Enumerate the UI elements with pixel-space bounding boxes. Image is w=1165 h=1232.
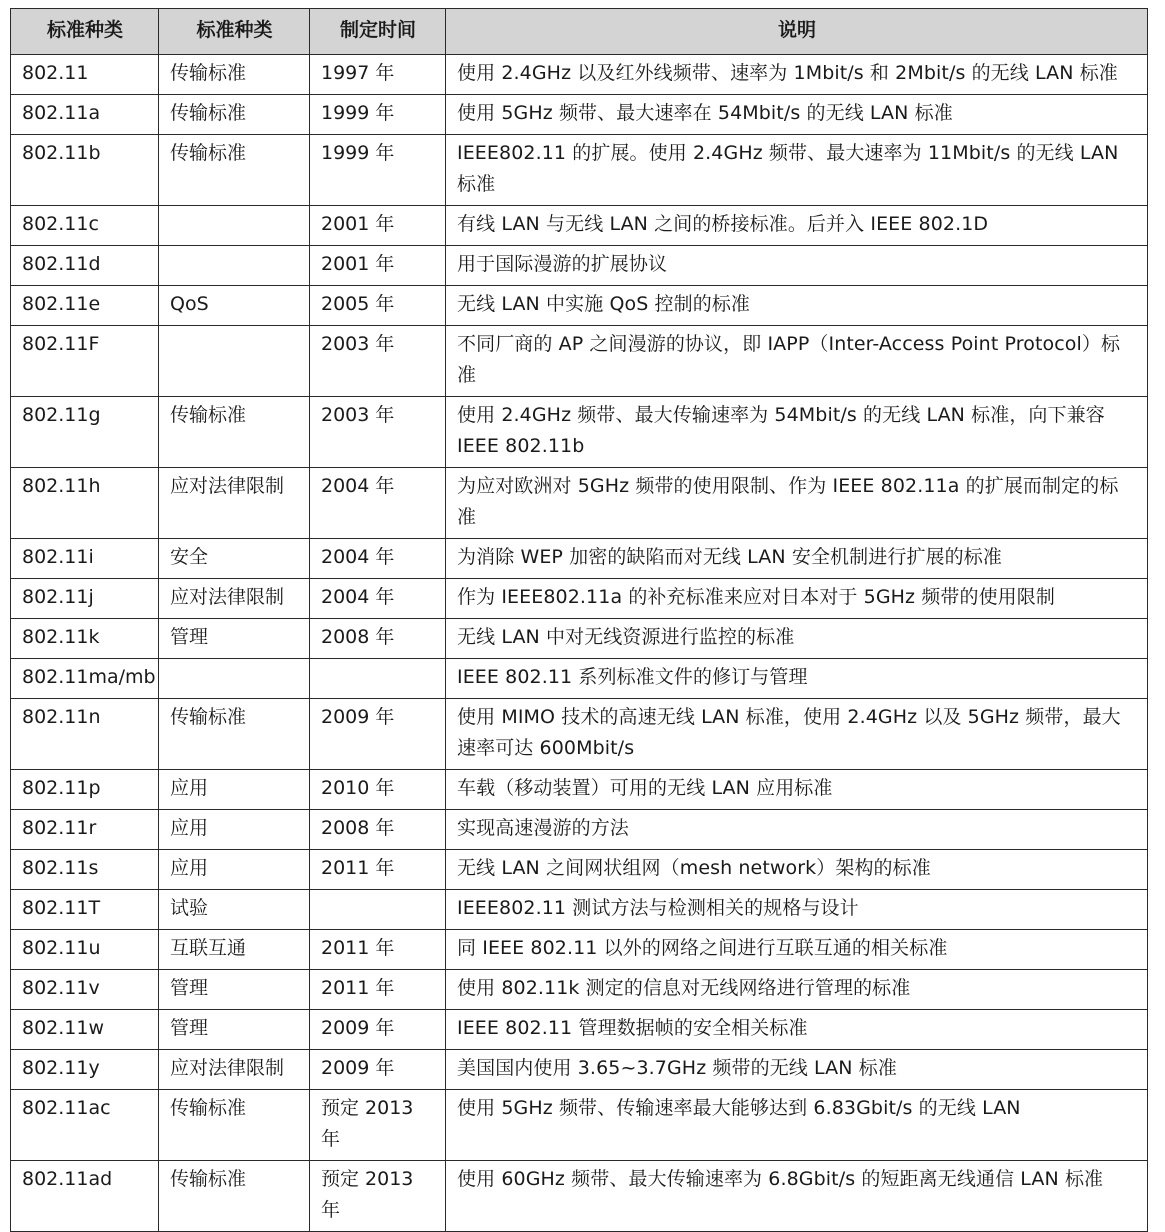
table-row: [11, 1050, 1148, 1090]
standard-name-cell: 802.11T: [11, 890, 159, 930]
table-row: [11, 970, 1148, 1010]
established-time-cell: 2004 年: [310, 579, 446, 619]
table-row: [11, 286, 1148, 326]
standard-type-cell: 管理: [159, 619, 310, 659]
table-row: [11, 770, 1148, 810]
header-description: 说明: [446, 9, 1148, 55]
description-cell: 实现高速漫游的方法: [446, 810, 1148, 850]
description-cell: 为应对欧洲对 5GHz 频带的使用限制、作为 IEEE 802.11a 的扩展而制定的标准: [446, 468, 1148, 539]
established-time-cell: 2003 年: [310, 326, 446, 397]
description-cell: 无线 LAN 中实施 QoS 控制的标准: [446, 286, 1148, 326]
established-time-cell: 2011 年: [310, 970, 446, 1010]
established-time-cell: 预定 2013 年: [310, 1090, 446, 1161]
table-row: [11, 95, 1148, 135]
header-standard-type: 标准种类: [159, 9, 310, 55]
standard-type-cell: QoS: [159, 286, 310, 326]
description-cell: 使用 5GHz 频带、传输速率最大能够达到 6.83Gbit/s 的无线 LAN: [446, 1090, 1148, 1161]
table-row: [11, 326, 1148, 397]
description-cell: 车载（移动装置）可用的无线 LAN 应用标准: [446, 770, 1148, 810]
standard-name-cell: 802.11c: [11, 206, 159, 246]
standard-name-cell: 802.11y: [11, 1050, 159, 1090]
standard-name-cell: 802.11ad: [11, 1161, 159, 1232]
standard-name-cell: 802.11r: [11, 810, 159, 850]
established-time-cell: 2004 年: [310, 539, 446, 579]
description-cell: 无线 LAN 之间网状组网（mesh network）架构的标准: [446, 850, 1148, 890]
description-cell: 使用 2.4GHz 频带、最大传输速率为 54Mbit/s 的无线 LAN 标准，向下兼容 IEEE 802.11b: [446, 397, 1148, 468]
standard-name-cell: 802.11F: [11, 326, 159, 397]
standard-type-cell: 传输标准: [159, 135, 310, 206]
description-cell: 不同厂商的 AP 之间漫游的协议，即 IAPP（Inter-Access Point Protocol）标准: [446, 326, 1148, 397]
standard-name-cell: 802.11ac: [11, 1090, 159, 1161]
table-row: [11, 55, 1148, 95]
description-cell: 使用 5GHz 频带、最大速率在 54Mbit/s 的无线 LAN 标准: [446, 95, 1148, 135]
description-cell: 无线 LAN 中对无线资源进行监控的标准: [446, 619, 1148, 659]
standard-type-cell: [159, 659, 310, 699]
description-cell: 用于国际漫游的扩展协议: [446, 246, 1148, 286]
established-time-cell: 1999 年: [310, 95, 446, 135]
standard-name-cell: 802.11: [11, 55, 159, 95]
description-cell: 美国国内使用 3.65~3.7GHz 频带的无线 LAN 标准: [446, 1050, 1148, 1090]
table-row: [11, 850, 1148, 890]
description-cell: IEEE802.11 的扩展。使用 2.4GHz 频带、最大速率为 11Mbit/s 的无线 LAN 标准: [446, 135, 1148, 206]
established-time-cell: 2005 年: [310, 286, 446, 326]
standard-name-cell: 802.11u: [11, 930, 159, 970]
established-time-cell: [310, 890, 446, 930]
standard-name-cell: 802.11b: [11, 135, 159, 206]
standard-type-cell: 应用: [159, 770, 310, 810]
ieee-802-11-standards-table: [10, 8, 1148, 1232]
description-cell: IEEE 802.11 系列标准文件的修订与管理: [446, 659, 1148, 699]
description-cell: 使用 MIMO 技术的高速无线 LAN 标准，使用 2.4GHz 以及 5GHz 频带，最大速率可达 600Mbit/s: [446, 699, 1148, 770]
established-time-cell: 2011 年: [310, 850, 446, 890]
standard-type-cell: 安全: [159, 539, 310, 579]
established-time-cell: 2003 年: [310, 397, 446, 468]
header-standard-name: 标准种类: [11, 9, 159, 55]
standard-type-cell: 应用: [159, 850, 310, 890]
table-row: [11, 468, 1148, 539]
established-time-cell: 2009 年: [310, 699, 446, 770]
standard-name-cell: 802.11n: [11, 699, 159, 770]
standard-name-cell: 802.11w: [11, 1010, 159, 1050]
established-time-cell: [310, 659, 446, 699]
header-row: [11, 9, 1148, 55]
standard-name-cell: 802.11j: [11, 579, 159, 619]
header-established-time: 制定时间: [310, 9, 446, 55]
standard-type-cell: 传输标准: [159, 1090, 310, 1161]
standard-name-cell: 802.11h: [11, 468, 159, 539]
standard-type-cell: 应对法律限制: [159, 468, 310, 539]
table-row: [11, 659, 1148, 699]
table-row: [11, 930, 1148, 970]
standard-type-cell: 传输标准: [159, 699, 310, 770]
established-time-cell: 1997 年: [310, 55, 446, 95]
standard-type-cell: [159, 326, 310, 397]
table-row: [11, 397, 1148, 468]
table-row: [11, 619, 1148, 659]
standard-name-cell: 802.11s: [11, 850, 159, 890]
established-time-cell: 2009 年: [310, 1050, 446, 1090]
standard-type-cell: 试验: [159, 890, 310, 930]
standard-type-cell: 应对法律限制: [159, 579, 310, 619]
standard-name-cell: 802.11e: [11, 286, 159, 326]
table-row: [11, 579, 1148, 619]
established-time-cell: 预定 2013 年: [310, 1161, 446, 1232]
established-time-cell: 2001 年: [310, 206, 446, 246]
standard-type-cell: 应对法律限制: [159, 1050, 310, 1090]
description-cell: 使用 2.4GHz 以及红外线频带、速率为 1Mbit/s 和 2Mbit/s 的无线 LAN 标准: [446, 55, 1148, 95]
standard-type-cell: [159, 246, 310, 286]
standard-type-cell: 管理: [159, 1010, 310, 1050]
standard-name-cell: 802.11v: [11, 970, 159, 1010]
description-cell: 作为 IEEE802.11a 的补充标准来应对日本对于 5GHz 频带的使用限制: [446, 579, 1148, 619]
description-cell: 有线 LAN 与无线 LAN 之间的桥接标准。后并入 IEEE 802.1D: [446, 206, 1148, 246]
established-time-cell: 2001 年: [310, 246, 446, 286]
description-cell: 使用 60GHz 频带、最大传输速率为 6.8Gbit/s 的短距离无线通信 LAN 标准: [446, 1161, 1148, 1232]
table-row: [11, 1090, 1148, 1161]
standard-name-cell: 802.11a: [11, 95, 159, 135]
standard-name-cell: 802.11g: [11, 397, 159, 468]
established-time-cell: 2004 年: [310, 468, 446, 539]
description-cell: 同 IEEE 802.11 以外的网络之间进行互联互通的相关标准: [446, 930, 1148, 970]
table-row: [11, 1161, 1148, 1232]
standard-name-cell: 802.11p: [11, 770, 159, 810]
standard-name-cell: 802.11ma/mb: [11, 659, 159, 699]
table-row: [11, 1010, 1148, 1050]
established-time-cell: 2008 年: [310, 619, 446, 659]
description-cell: 使用 802.11k 测定的信息对无线网络进行管理的标准: [446, 970, 1148, 1010]
table-row: [11, 810, 1148, 850]
established-time-cell: 2010 年: [310, 770, 446, 810]
established-time-cell: 1999 年: [310, 135, 446, 206]
table-row: [11, 135, 1148, 206]
standard-type-cell: 互联互通: [159, 930, 310, 970]
table-row: [11, 890, 1148, 930]
description-cell: IEEE 802.11 管理数据帧的安全相关标准: [446, 1010, 1148, 1050]
table-row: [11, 246, 1148, 286]
description-cell: IEEE802.11 测试方法与检测相关的规格与设计: [446, 890, 1148, 930]
standard-type-cell: 传输标准: [159, 397, 310, 468]
table-row: [11, 699, 1148, 770]
standards-table-container: [10, 8, 1147, 1232]
standard-type-cell: 传输标准: [159, 95, 310, 135]
standard-type-cell: [159, 206, 310, 246]
standard-name-cell: 802.11d: [11, 246, 159, 286]
table-row: [11, 539, 1148, 579]
established-time-cell: 2008 年: [310, 810, 446, 850]
standard-type-cell: 传输标准: [159, 55, 310, 95]
standard-name-cell: 802.11i: [11, 539, 159, 579]
table-body: [11, 55, 1148, 1232]
established-time-cell: 2009 年: [310, 1010, 446, 1050]
standard-type-cell: 传输标准: [159, 1161, 310, 1232]
standard-type-cell: 管理: [159, 970, 310, 1010]
description-cell: 为消除 WEP 加密的缺陷而对无线 LAN 安全机制进行扩展的标准: [446, 539, 1148, 579]
standard-name-cell: 802.11k: [11, 619, 159, 659]
established-time-cell: 2011 年: [310, 930, 446, 970]
standard-type-cell: 应用: [159, 810, 310, 850]
table-row: [11, 206, 1148, 246]
